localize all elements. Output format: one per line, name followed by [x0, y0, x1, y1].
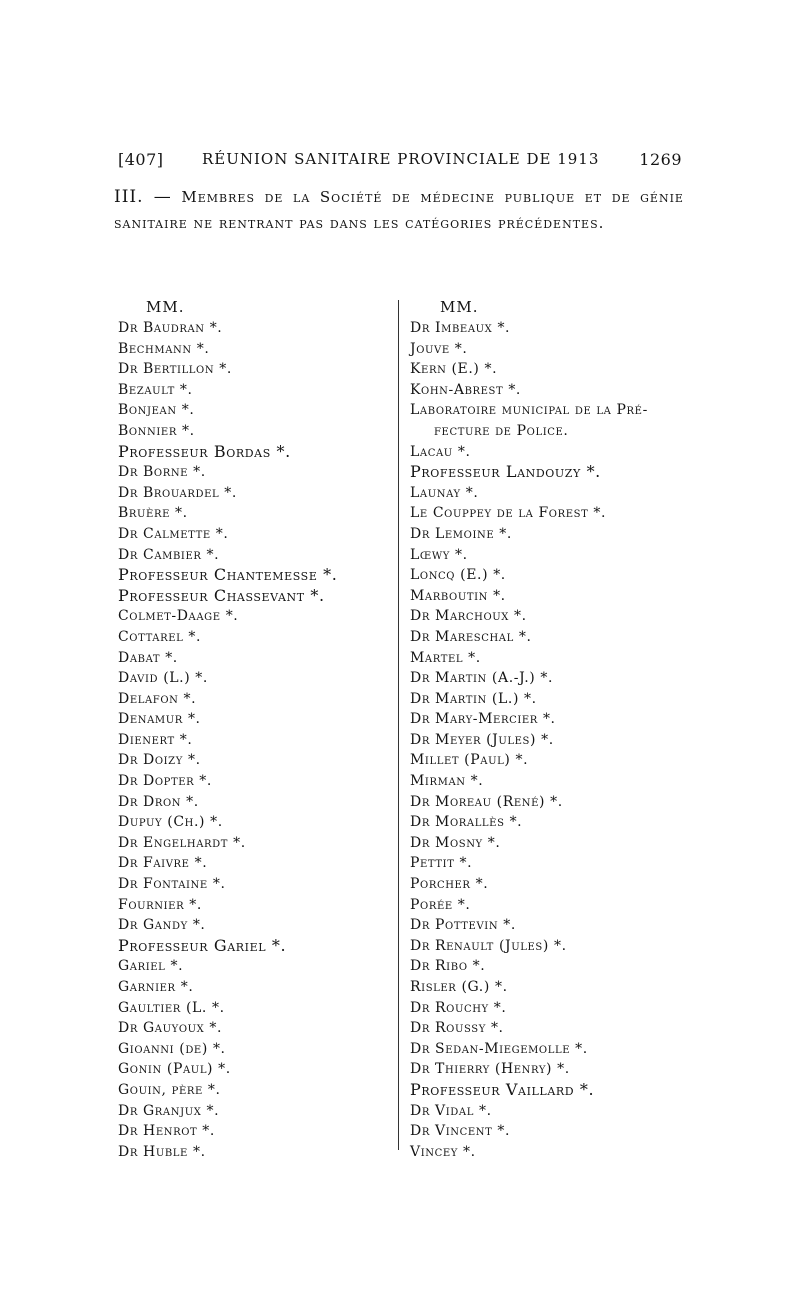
- left-column-entry: Dr Borne *.: [118, 464, 206, 481]
- right-column-entry: Dr Roussy *.: [410, 1020, 504, 1037]
- running-head: [118, 150, 682, 174]
- running-title: RÉUNION SANITAIRE PROVINCIALE DE 1913: [202, 150, 600, 168]
- right-column-entry: Mirman *.: [410, 773, 484, 790]
- right-column-entry: Dr Martin (A.-J.) *.: [410, 670, 554, 687]
- left-column-entry: Dr Dopter *.: [118, 773, 212, 790]
- left-column-entry: Bruère *.: [118, 505, 188, 522]
- left-column-entry: Dr Granjux *.: [118, 1102, 220, 1119]
- left-column-entry: Dr Engelhardt *.: [118, 834, 246, 851]
- right-column-entry: Dr Mareschal *.: [410, 628, 532, 645]
- left-column-entry: Fournier *.: [118, 896, 202, 913]
- right-column-entry: Dr Morallès *.: [410, 814, 523, 831]
- right-column-entry: Risler (G.) *.: [410, 979, 508, 995]
- left-column-entry: Dr Cambier *.: [118, 546, 220, 563]
- right-column-entry: fecture de Police.: [434, 422, 569, 439]
- left-column-heading: MM.: [146, 298, 185, 316]
- left-column-entry: Professeur Bordas *.: [118, 441, 291, 461]
- left-column-entry: Professeur Gariel *.: [118, 935, 287, 955]
- right-column-entry: Dr Meyer (Jules) *.: [410, 731, 554, 748]
- right-column-entry: Dr Ribo *.: [410, 958, 486, 975]
- left-column-entry: Dr Gauyoux *.: [118, 1020, 223, 1037]
- left-column-entry: Dr Baudran *.: [118, 320, 223, 336]
- right-column-entry: Dr Lemoine *.: [410, 525, 512, 542]
- right-column-entry: Marboutin *.: [410, 587, 506, 604]
- left-column-entry: Gaultier (L. *.: [118, 999, 225, 1016]
- right-column-entry: Porcher *.: [410, 876, 489, 893]
- left-column-entry: Gariel *.: [118, 958, 184, 975]
- left-column-entry: Dupuy (Ch.) *.: [118, 814, 223, 831]
- right-column-entry: Kohn-Abrest *.: [410, 381, 521, 398]
- left-column-entry: Dr Dron *.: [118, 793, 199, 810]
- left-column-entry: Dr Gandy *.: [118, 917, 206, 934]
- left-column-entry: Denamur *.: [118, 711, 201, 728]
- right-column-entry: Professeur Vaillard *.: [410, 1079, 595, 1099]
- left-column-entry: Dr Calmette *.: [118, 525, 229, 542]
- left-column-entry: Dienert *.: [118, 731, 193, 748]
- left-column-entry: Dr Henrot *.: [118, 1123, 215, 1140]
- right-column-entry: Dr Rouchy *.: [410, 999, 507, 1016]
- right-column-entry: Dr Vidal *.: [410, 1102, 492, 1119]
- right-column-entry: Lacau *.: [410, 443, 471, 460]
- left-column-entry: Dr Huble *.: [118, 1143, 206, 1160]
- left-column-entry: Bechmann *.: [118, 340, 210, 357]
- left-column-entry: Garnier *.: [118, 979, 194, 995]
- right-column-entry: Jouve *.: [410, 340, 468, 357]
- left-column-entry: Dr Fontaine *.: [118, 876, 226, 893]
- left-column-entry: Dr Bertillon *.: [118, 361, 232, 378]
- left-column: [118, 296, 388, 1162]
- right-column-entry: Dr Mary-Mercier *.: [410, 711, 556, 728]
- column-divider: [398, 300, 399, 1150]
- right-column-heading: MM.: [440, 298, 479, 316]
- right-column: [410, 296, 690, 1162]
- right-column-entry: Laboratoire municipal de la Pré-: [410, 402, 648, 419]
- left-column-entry: Colmet-Daage *.: [118, 608, 239, 625]
- left-column-entry: Gioanni (de) *.: [118, 1040, 226, 1057]
- left-column-entry: Gouin, père *.: [118, 1081, 221, 1098]
- right-column-entry: Dr Imbeaux *.: [410, 320, 511, 336]
- right-column-entry: Dr Pottevin *.: [410, 917, 516, 934]
- page-ref: [407]: [118, 150, 164, 169]
- right-column-entry: Vincey *.: [410, 1143, 476, 1160]
- right-column-entry: Dr Moreau (René) *.: [410, 793, 563, 810]
- left-column-entry: Bonjean *.: [118, 402, 195, 419]
- left-column-entry: Professeur Chassevant *.: [118, 585, 325, 605]
- section-heading: [114, 184, 684, 236]
- left-column-entry: Dabat *.: [118, 649, 178, 666]
- left-column-entry: Gonin (Paul) *.: [118, 1061, 231, 1078]
- left-column-entry: Bezault *.: [118, 381, 193, 398]
- right-column-entry: Dr Marchoux *.: [410, 608, 527, 625]
- right-column-entry: Kern (E.) *.: [410, 361, 498, 378]
- left-column-entry: Cottarel *.: [118, 628, 202, 645]
- left-column-entry: Delafon *.: [118, 690, 197, 707]
- right-column-entry: Loncq (E.) *.: [410, 567, 506, 584]
- right-column-entry: Lœwy *.: [410, 546, 468, 563]
- section-title: Membres de la Société de médecine publique et de génie sanitaire ne rentrant pas dans les catégories précédentes.: [114, 188, 684, 232]
- section-number: III. —: [114, 187, 172, 207]
- right-column-entry: Professeur Landouzy *.: [410, 462, 601, 482]
- right-column-entry: Pettit *.: [410, 855, 473, 872]
- left-column-entry: Dr Brouardel *.: [118, 484, 237, 501]
- right-column-entry: Le Couppey de la Forest *.: [410, 505, 607, 522]
- right-column-entry: Dr Sedan-Miegemolle *.: [410, 1040, 588, 1057]
- right-column-entry: Millet (Paul) *.: [410, 752, 529, 769]
- left-column-entry: David (L.) *.: [118, 670, 208, 687]
- left-column-entry: Professeur Chantemesse *.: [118, 565, 338, 585]
- right-column-entry: Dr Thierry (Henry) *.: [410, 1061, 570, 1078]
- right-column-entry: Launay *.: [410, 484, 479, 501]
- right-column-entry: Dr Vincent *.: [410, 1123, 511, 1140]
- page-number: 1269: [639, 150, 682, 169]
- right-column-entry: Dr Renault (Jules) *.: [410, 937, 567, 954]
- right-column-entry: Dr Mosny *.: [410, 834, 501, 851]
- right-column-entry: Porée *.: [410, 896, 471, 913]
- right-column-entry: Dr Martin (L.) *.: [410, 690, 537, 707]
- right-column-entry: Martel *.: [410, 649, 481, 666]
- left-column-entry: Bonnier *.: [118, 422, 195, 439]
- left-column-entry: Dr Faivre *.: [118, 855, 208, 872]
- left-column-entry: Dr Doizy *.: [118, 752, 201, 769]
